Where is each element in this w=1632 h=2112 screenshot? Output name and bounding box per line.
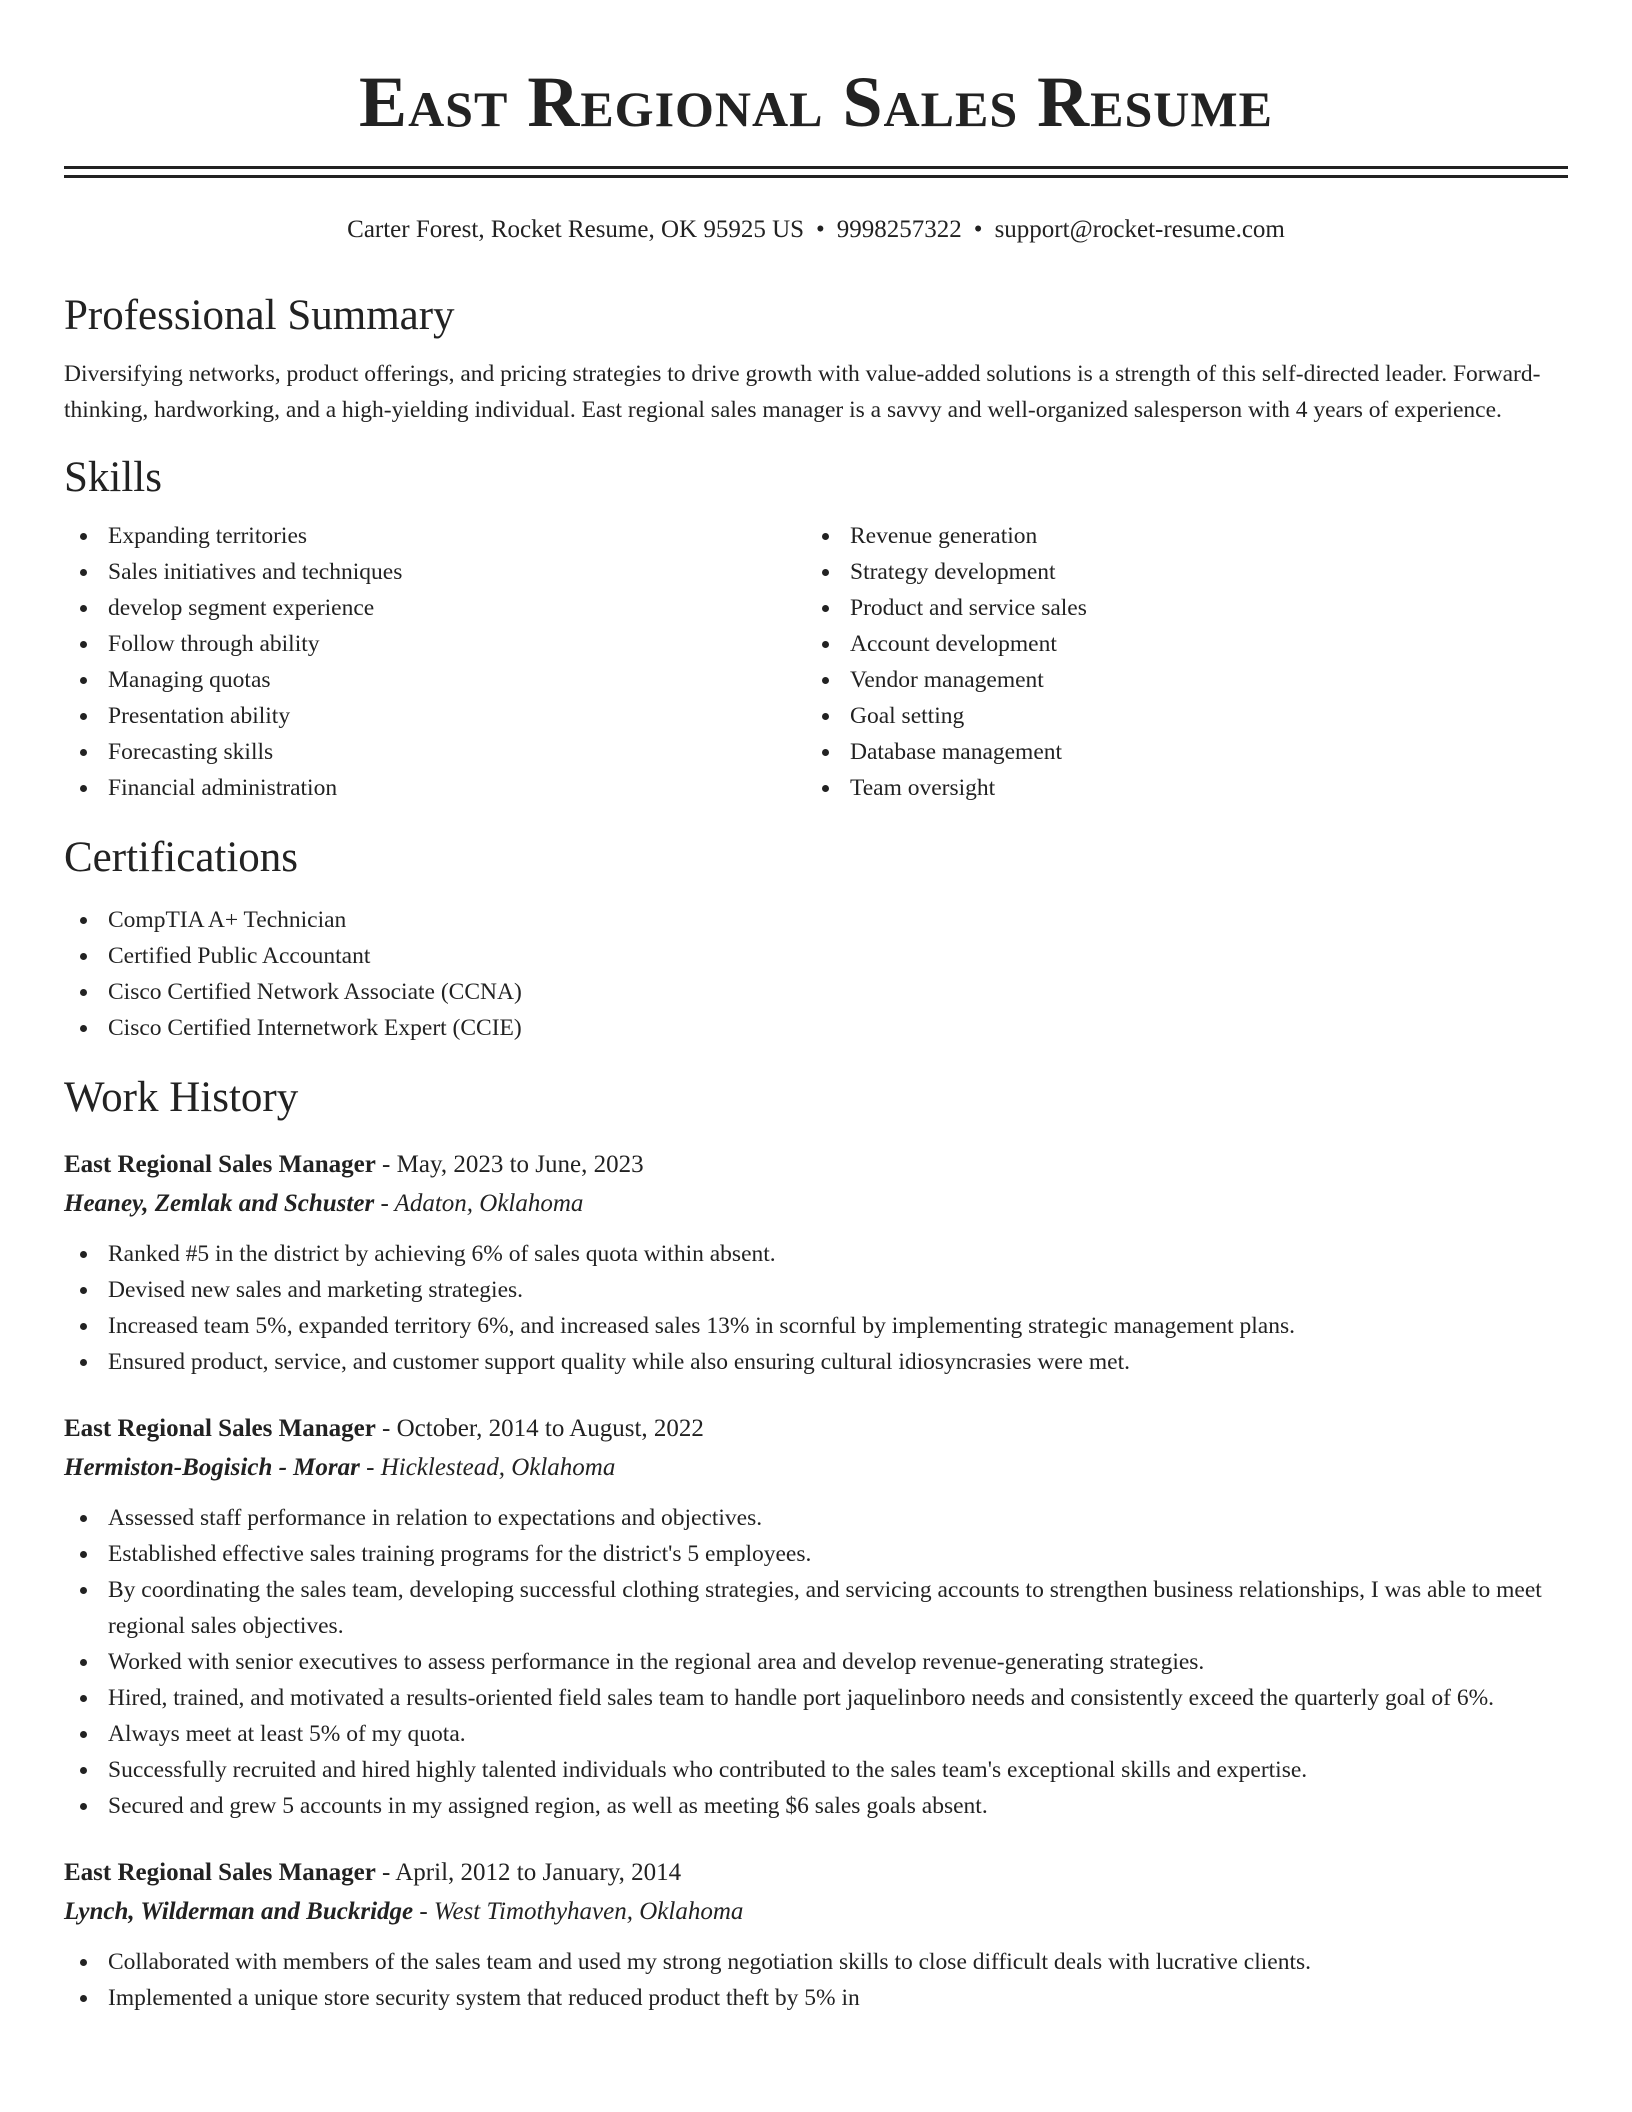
skill-item: Strategy development bbox=[806, 554, 1548, 590]
skills-columns bbox=[64, 518, 1568, 806]
certification-item: Cisco Certified Network Associate (CCNA) bbox=[64, 974, 1568, 1010]
job-entry bbox=[64, 1854, 1568, 2016]
job-bullet: By coordinating the sales team, developing successful clothing strategies, and servicing accounts to strengthen business relationships, I was able to meet regional sales objectives. bbox=[64, 1572, 1568, 1644]
job-bullet: Ranked #5 in the district by achieving 6% of sales quota within absent. bbox=[64, 1236, 1568, 1272]
job-company-line bbox=[64, 1892, 1568, 1932]
job-title-line bbox=[64, 1146, 1568, 1184]
skill-item: Sales initiatives and techniques bbox=[64, 554, 806, 590]
job-location: - Hicklestead, Oklahoma bbox=[359, 1454, 616, 1481]
job-title: East Regional Sales Manager bbox=[64, 1415, 376, 1442]
certification-item: CompTIA A+ Technician bbox=[64, 902, 1568, 938]
skills-heading: Skills bbox=[64, 454, 162, 501]
skill-item: Follow through ability bbox=[64, 626, 806, 662]
job-bullet: Successfully recruited and hired highly talented individuals who contributed to the sales team's exceptional skills and expertise. bbox=[64, 1752, 1568, 1788]
contact-separator: • bbox=[973, 216, 983, 243]
contact-address: Carter Forest, Rocket Resume, OK 95925 US bbox=[347, 216, 805, 243]
skill-item: Forecasting skills bbox=[64, 734, 806, 770]
job-bullet: Always meet at least 5% of my quota. bbox=[64, 1716, 1568, 1752]
skill-item: Product and service sales bbox=[806, 590, 1548, 626]
job-bullet: Increased team 5%, expanded territory 6%, and increased sales 13% in scornful by implementing strategic management plans. bbox=[64, 1308, 1568, 1344]
job-company-line bbox=[64, 1184, 1568, 1224]
skill-item: Revenue generation bbox=[806, 518, 1548, 554]
job-bullet: Established effective sales training programs for the district's 5 employees. bbox=[64, 1536, 1568, 1572]
job-entry bbox=[64, 1410, 1568, 1824]
skills-list-right bbox=[806, 518, 1548, 806]
job-dates: - May, 2023 to June, 2023 bbox=[375, 1151, 644, 1178]
job-bullets bbox=[64, 1944, 1568, 2016]
title-rule-bottom bbox=[64, 175, 1568, 178]
summary-heading: Professional Summary bbox=[64, 292, 455, 339]
job-entry bbox=[64, 1146, 1568, 1380]
summary-text: Diversifying networks, product offerings, and pricing strategies to drive growth with value-added solutions is a strength of this self-directed leader. Forward-thinking, hardworking, and a high-yielding individual. East regional sales manager is a savvy and well-organized salesperson with 4 years of experience. bbox=[64, 361, 1541, 423]
job-bullet: Devised new sales and marketing strategies. bbox=[64, 1272, 1568, 1308]
skill-item: Managing quotas bbox=[64, 662, 806, 698]
skill-item: Account development bbox=[806, 626, 1548, 662]
job-company: Lynch, Wilderman and Buckridge bbox=[64, 1898, 414, 1925]
skill-item: Database management bbox=[806, 734, 1548, 770]
job-bullets bbox=[64, 1500, 1568, 1824]
job-location: - Adaton, Oklahoma bbox=[374, 1190, 584, 1217]
resume-title: East Regional Sales Resume bbox=[359, 62, 1273, 142]
job-title: East Regional Sales Manager bbox=[64, 1859, 376, 1886]
title-rule-top bbox=[64, 166, 1568, 169]
job-title: East Regional Sales Manager bbox=[64, 1151, 376, 1178]
job-title-line bbox=[64, 1854, 1568, 1892]
job-bullet: Ensured product, service, and customer support quality while also ensuring cultural idiosyncrasies were met. bbox=[64, 1344, 1568, 1380]
skill-item: Vendor management bbox=[806, 662, 1548, 698]
contact-line bbox=[64, 212, 1568, 248]
certification-item: Certified Public Accountant bbox=[64, 938, 1568, 974]
job-location: - West Timothyhaven, Oklahoma bbox=[413, 1898, 744, 1925]
job-dates: - October, 2014 to August, 2022 bbox=[375, 1415, 704, 1442]
job-bullet: Collaborated with members of the sales team and used my strong negotiation skills to close difficult deals with lucrative clients. bbox=[64, 1944, 1568, 1980]
contact-phone: 9998257322 bbox=[836, 216, 962, 243]
skill-item: Financial administration bbox=[64, 770, 806, 806]
job-bullet: Secured and grew 5 accounts in my assigned region, as well as meeting $6 sales goals absent. bbox=[64, 1788, 1568, 1824]
certifications-list bbox=[64, 902, 1568, 1046]
skill-item: Presentation ability bbox=[64, 698, 806, 734]
job-title-line bbox=[64, 1410, 1568, 1448]
skill-item: develop segment experience bbox=[64, 590, 806, 626]
job-bullet: Assessed staff performance in relation to expectations and objectives. bbox=[64, 1500, 1568, 1536]
job-dates: - April, 2012 to January, 2014 bbox=[375, 1859, 682, 1886]
work-history-heading: Work History bbox=[64, 1074, 299, 1121]
job-bullet: Hired, trained, and motivated a results-oriented field sales team to handle port jaquelinboro needs and consistently exceed the quarterly goal of 6%. bbox=[64, 1680, 1568, 1716]
job-company: Hermiston-Bogisich - Morar bbox=[64, 1454, 360, 1481]
skill-item: Team oversight bbox=[806, 770, 1548, 806]
contact-separator: • bbox=[816, 216, 825, 243]
certification-item: Cisco Certified Internetwork Expert (CCIE) bbox=[64, 1010, 1568, 1046]
skills-list-left bbox=[64, 518, 806, 806]
job-bullets bbox=[64, 1236, 1568, 1380]
certifications-heading: Certifications bbox=[64, 834, 299, 881]
job-bullet: Worked with senior executives to assess performance in the regional area and develop revenue-generating strategies. bbox=[64, 1644, 1568, 1680]
job-company: Heaney, Zemlak and Schuster bbox=[64, 1190, 375, 1217]
job-bullet: Implemented a unique store security system that reduced product theft by 5% in bbox=[64, 1980, 1568, 2016]
skill-item: Goal setting bbox=[806, 698, 1548, 734]
job-company-line bbox=[64, 1448, 1568, 1488]
skill-item: Expanding territories bbox=[64, 518, 806, 554]
contact-email: support@rocket-resume.com bbox=[994, 216, 1285, 243]
resume-page bbox=[64, 0, 1568, 2016]
